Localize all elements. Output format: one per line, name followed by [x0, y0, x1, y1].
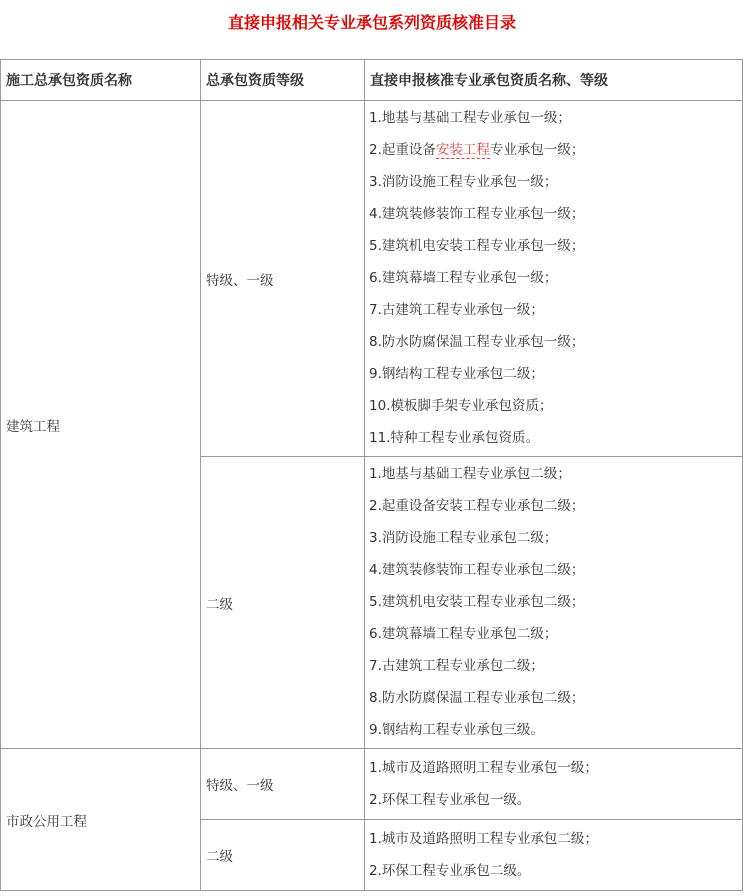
list-item: 9.钢结构工程专业承包三级。 — [369, 722, 544, 738]
qualification-table — [0, 59, 743, 891]
list-item: 2.环保工程专业承包一级。 — [369, 792, 531, 808]
list-item: 3.消防设施工程专业承包一级； — [369, 174, 558, 190]
list-item: 6.建筑幕墙工程专业承包二级； — [369, 626, 558, 642]
list-item: 4.建筑装修装饰工程专业承包一级； — [369, 206, 585, 222]
level-cell: 二级 — [201, 820, 365, 891]
table-row — [1, 749, 743, 820]
level-cell: 二级 — [201, 457, 365, 749]
install-engineering-link[interactable]: 安装工程 — [435, 142, 490, 158]
qualification-list — [365, 820, 743, 891]
list-item: 8.防水防腐保温工程专业承包一级； — [369, 334, 585, 350]
list-item: 1.城市及道路照明工程专业承包二级； — [369, 831, 598, 847]
header-total-contract-level: 总承包资质等级 — [201, 60, 365, 101]
list-item: 3.消防设施工程专业承包二级； — [369, 530, 558, 546]
list-item: 5.建筑机电安装工程专业承包二级； — [369, 594, 585, 610]
qualification-list — [365, 749, 743, 820]
list-item: 2.环保工程专业承包二级。 — [369, 863, 531, 879]
list-item: 4.建筑装修装饰工程专业承包二级； — [369, 562, 585, 578]
group-name-building: 建筑工程 — [1, 101, 201, 749]
level-cell: 特级、一级 — [201, 749, 365, 820]
list-item: 1.城市及道路照明工程专业承包一级； — [369, 760, 598, 776]
list-item: 2.起重设备安装工程专业承包二级； — [369, 498, 585, 514]
qualification-list — [365, 457, 743, 749]
list-item — [369, 134, 742, 166]
group-name-municipal: 市政公用工程 — [1, 749, 201, 891]
table-header-row — [1, 60, 743, 101]
list-item: 7.古建筑工程专业承包一级； — [369, 302, 544, 318]
list-item: 1.地基与基础工程专业承包二级； — [369, 466, 571, 482]
page-title: 直接申报相关专业承包系列资质核准目录 — [227, 13, 516, 32]
header-total-contract-name: 施工总承包资质名称 — [1, 60, 201, 101]
list-item: 6.建筑幕墙工程专业承包一级； — [369, 270, 558, 286]
table-row — [1, 101, 743, 457]
header-direct-apply-qualification: 直接申报核准专业承包资质名称、等级 — [365, 60, 743, 101]
qualification-list — [365, 101, 743, 457]
list-item: 7.古建筑工程专业承包二级； — [369, 658, 544, 674]
level-cell: 特级、一级 — [201, 101, 365, 457]
list-item: 5.建筑机电安装工程专业承包一级； — [369, 238, 585, 254]
list-item: 10.模板脚手架专业承包资质； — [369, 398, 553, 414]
list-item-prefix: 2.起重设备 — [369, 142, 436, 158]
list-item: 8.防水防腐保温工程专业承包二级； — [369, 690, 585, 706]
list-item-suffix: 专业承包一级； — [489, 142, 585, 158]
list-item: 9.钢结构工程专业承包二级； — [369, 366, 544, 382]
list-item: 1.地基与基础工程专业承包一级； — [369, 110, 571, 126]
list-item: 11.特种工程专业承包资质。 — [369, 430, 539, 446]
